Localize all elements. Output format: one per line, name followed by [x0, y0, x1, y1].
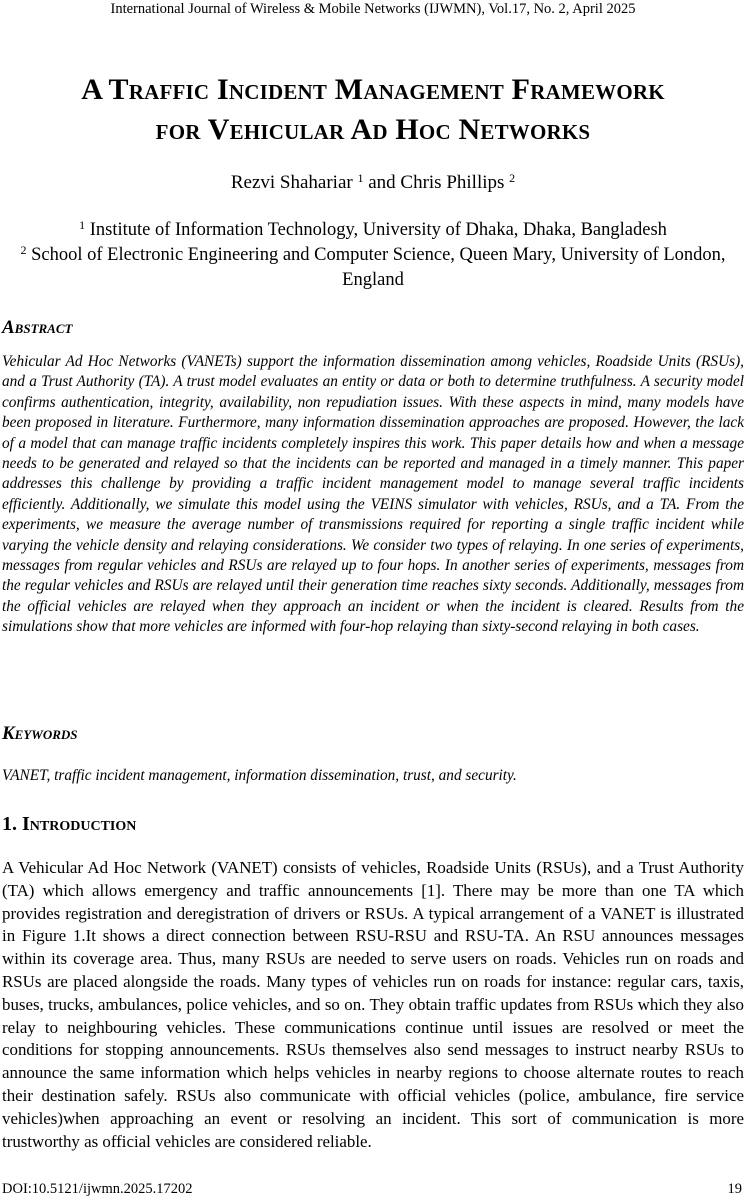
paper-title	[0, 70, 746, 150]
introduction-text: A Vehicular Ad Hoc Network (VANET) consists of vehicles, Roadside Units (RSUs), and a Trust Authority (TA) which allows emergency and traffic announcements [1]. There may be more than one TA which provides registration and deregistration of drivers or RSUs. A typical arrangement of a VANET is illustrated in Figure 1.It shows a direct connection between RSU-RSU and RSU-TA. An RSU announces messages within its coverage area. Thus, many RSUs are needed to serve users on roads. Vehicles run on roads and RSUs are placed alongside the roads. Many types of vehicles run on roads for instance: regular cars, taxis, buses, trucks, ambulances, police vehicles, and so on. They obtain traffic updates from RSUs which they also relay to neighbouring vehicles. These communications continue until issues are resolved or meet the conditions for stopping announcements. RSUs themselves also send messages to instruct nearby RSUs to announce the same information which helps vehicles in nearby regions to choose alternate routes to reach their destination safely. RSUs also communicate with official vehicles (police, ambulance, fire service vehicles)when approaching an event or resolving an incident. This sort of communication is more trustworthy as official vehicles are considered reliable.	[2, 858, 744, 1151]
affiliation-marker: 2	[20, 243, 27, 257]
affiliations	[0, 218, 746, 293]
abstract-text: Vehicular Ad Hoc Networks (VANETs) support the information dissemination among vehicles, Roadside Units (RSUs), and a Trust Authority (TA). A trust model evaluates an entity or data or both to determine truthfulness. A security model confirms authentication, integrity, availability, non repudiation issues. With these aspects in mind, many models have been proposed in literature. Furthermore, many information dissemination approaches are proposed. However, the lack of a model that can manage traffic incidents completely inspires this work. This paper details how and when a message needs to be generated and relayed so that the incidents can be reported and managed in a timely manner. This paper addresses this challenge by providing a traffic incident management model to manage several traffic incidents efficiently. Additionally, we simulate this model using the VEINS simulator with vehicles, RSUs, and a TA. From the experiments, we measure the average number of transmissions required for reporting a single traffic incident while varying the vehicle density and relaying considerations. We consider two types of relaying. In one series of experiments, messages from regular vehicles and RSUs are relayed up to four hops. In another series of experiments, messages from the regular vehicles and RSUs are relayed until their generation time reaches sixty seconds. Additionally, messages from the official vehicles are relayed when they approach an incident or when the incident is cleared. Results from the simulations show that more vehicles are informed with four-hop relaying than sixty-second relaying in both cases.	[2, 353, 744, 636]
affiliation-text: School of Electronic Engineering and Computer Science, Queen Mary, University of London, England	[31, 245, 726, 290]
affiliation-1	[0, 218, 746, 243]
affiliation-marker: 2	[509, 171, 516, 185]
author-name: Rezvi Shahariar	[230, 172, 353, 193]
introduction-heading: 1. Introduction	[2, 813, 137, 835]
affiliation-marker: 1	[357, 171, 364, 185]
keywords-text: VANET, traffic incident management, information dissemination, trust, and security.	[2, 767, 517, 784]
footer-doi: DOI:10.5121/ijwmn.2025.17202	[2, 1181, 193, 1197]
running-header: International Journal of Wireless & Mobile Networks (IJWMN), Vol.17, No. 2, April 2025	[110, 1, 636, 17]
abstract-heading: Abstract	[2, 317, 73, 338]
affiliation-2	[0, 243, 746, 293]
author-name: Chris Phillips	[400, 172, 505, 193]
title-line-1: A Traffic Incident Management Framework	[81, 73, 665, 106]
affiliation-text: Institute of Information Technology, University of Dhaka, Dhaka, Bangladesh	[89, 220, 667, 240]
keywords-heading: Keywords	[2, 723, 78, 744]
page-number: 19	[727, 1181, 742, 1197]
author-list	[0, 170, 746, 196]
title-line-2: for Vehicular Ad Hoc Networks	[155, 113, 591, 146]
affiliation-marker: 1	[79, 218, 86, 232]
author-connector: and	[368, 172, 396, 193]
